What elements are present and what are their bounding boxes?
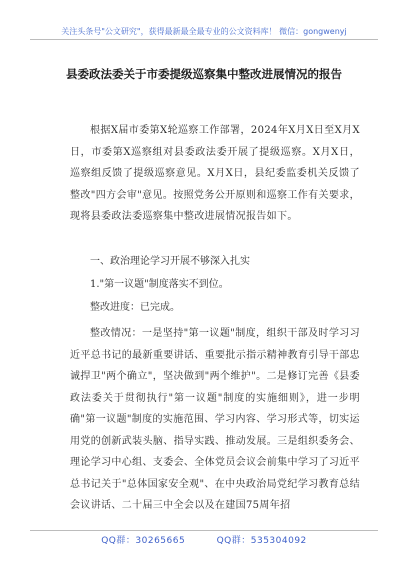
footer-divider bbox=[30, 530, 378, 531]
header-banner: 关注头条号"公文研究"，获得最新最全最专业的公文资料库！ 微信：gongwenyj bbox=[61, 27, 347, 36]
section-heading: 一、政治理论学习开展不够深入扎实 bbox=[90, 256, 250, 267]
footer bbox=[0, 533, 408, 546]
item-heading: 1."第一议题"制度落实不到位。 bbox=[90, 279, 229, 290]
intro-paragraph: 根据X届市委第X轮巡察工作部署，2024年X月X日至X月X日，市委第X巡察组对县委政法委开展了提级巡察。X月X日，巡察组反馈了提级巡察意见。X月X日，县纪委监委机关反馈了整改"四方会审"意见。按照党务公开原则和巡察工作有关要求，现将县委政法委巡察集中整改进展情况报告如下。 bbox=[70, 125, 360, 222]
progress-line: 整改进度：已完成。 bbox=[90, 302, 180, 313]
detail-paragraph: 整改情况：一是坚持"第一议题"制度，组织干部及时学习习近平总书记的最新重要讲话、重要批示指示精神教育引导干部忠诚捍卫"两个确立"，坚决做到"两个维护"。二是修订完善《县委政法委关于贯彻执行"第一议题"制度的实施细则》，进一步明确"第一议题"制度的实施范围、学习内容、学习形式等，切实运用党的创新武装头脑、指导实践、推动发展。三是组织委务会、理论学习中心组、支委会、全体党员会议会前集中学习了习近平总书记关于"总体国家安全观"、在中央政治局党纪学习教育总结会议讲话、二十届三中全会以及在建国75周年招 bbox=[70, 328, 360, 511]
header-divider bbox=[30, 39, 378, 40]
footer-qq-group-1: QQ群：30265665 bbox=[101, 536, 186, 546]
footer-qq-group-2: QQ群：535304092 bbox=[216, 536, 307, 546]
document-title: 县委政法委关于市委提级巡察集中整改进展情况的报告 bbox=[66, 67, 342, 81]
